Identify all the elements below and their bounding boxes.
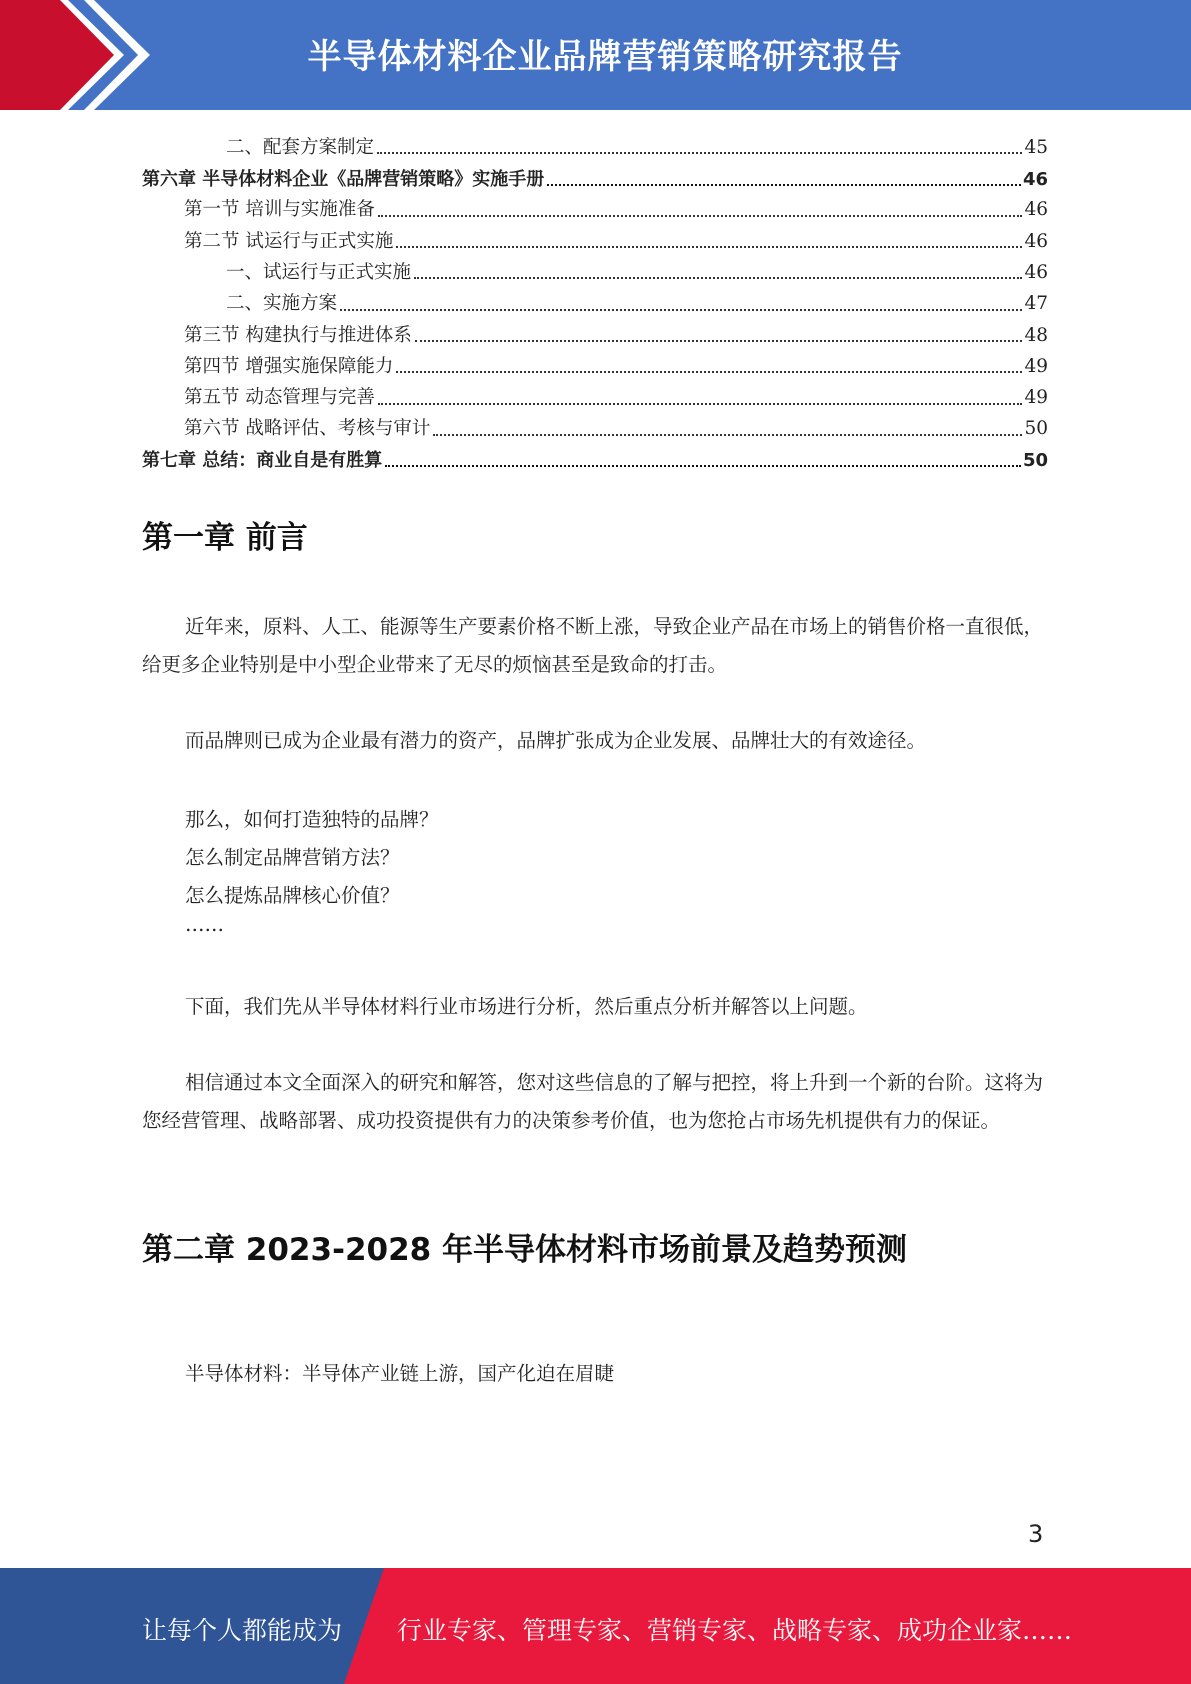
toc-entry-page: 48 — [1024, 324, 1048, 346]
toc-entry[interactable] — [142, 251, 1048, 282]
toc-leader-dots — [385, 464, 1021, 467]
toc-leader-dots — [547, 183, 1021, 186]
toc-entry-page: 46 — [1022, 168, 1048, 190]
toc-entry-title: 第一节 培训与实施准备 — [184, 199, 375, 221]
toc-entry[interactable] — [142, 439, 1048, 470]
chapter-1-paragraph-1: 近年来，原料、人工、能源等生产要素价格不断上涨，导致企业产品在市场上的销售价格一直很低，给更多企业特别是中小型企业带来了无尽的烦恼甚至是致命的打击。 — [142, 615, 1044, 676]
question-2: 怎么制定品牌营销方法？ — [185, 846, 400, 869]
chapter-1-heading: 第一章 前言 — [142, 520, 308, 556]
toc-entry-title: 一、试运行与正式实施 — [226, 261, 412, 283]
toc-entry-title: 二、实施方案 — [226, 293, 338, 315]
toc-entry[interactable] — [142, 157, 1048, 188]
question-3: 怎么提炼品牌核心价值？ — [185, 884, 400, 907]
chapter-1-paragraph-3: 下面，我们先从半导体材料行业市场进行分析，然后重点分析并解答以上问题。 — [185, 995, 868, 1018]
toc-entry[interactable] — [142, 282, 1048, 313]
toc-entry-title: 二、配套方案制定 — [226, 136, 375, 158]
table-of-contents — [142, 126, 1048, 470]
toc-leader-dots — [378, 402, 1023, 405]
toc-entry-title: 第六章 半导体材料企业《品牌营销策略》实施手册 — [142, 168, 545, 190]
chapter-1-paragraph-4: 相信通过本文全面深入的研究和解答，您对这些信息的了解与把控，将上升到一个新的台阶。这将为您经营管理、战略部署、成功投资提供有力的决策参考价值，也为您抢占市场先机提供有力的保证。 — [142, 1071, 1044, 1132]
toc-leader-dots — [378, 214, 1023, 217]
toc-entry-page: 49 — [1024, 387, 1048, 409]
toc-entry[interactable] — [142, 376, 1048, 407]
ellipsis: …… — [185, 913, 224, 936]
toc-leader-dots — [433, 433, 1022, 436]
toc-entry[interactable] — [142, 126, 1048, 157]
toc-entry-title: 第七章 总结：商业自是有胜算 — [142, 450, 383, 472]
report-title: 半导体材料企业品牌营销策略研究报告 — [307, 36, 903, 77]
footer-slogan-right: 行业专家、管理专家、营销专家、战略专家、成功企业家…… — [397, 1616, 1073, 1645]
toc-entry-page: 45 — [1024, 136, 1048, 158]
toc-leader-dots — [415, 339, 1023, 342]
toc-entry-title: 第四节 增强实施保障能力 — [184, 355, 394, 377]
toc-entry-page: 46 — [1024, 261, 1048, 283]
toc-entry[interactable] — [142, 345, 1048, 376]
toc-leader-dots — [377, 151, 1022, 154]
toc-entry[interactable] — [142, 314, 1048, 345]
header-bar — [0, 0, 1191, 110]
chapter-1-paragraph-2: 而品牌则已成为企业最有潜力的资产，品牌扩张成为企业发展、品牌壮大的有效途径。 — [185, 729, 927, 752]
toc-entry-page: 50 — [1022, 450, 1048, 472]
toc-entry-page: 47 — [1024, 293, 1048, 315]
toc-entry-title: 第五节 动态管理与完善 — [184, 387, 375, 409]
toc-entry-title: 第三节 构建执行与推进体系 — [184, 324, 412, 346]
question-1: 那么，如何打造独特的品牌？ — [185, 808, 439, 831]
toc-entry[interactable] — [142, 408, 1048, 439]
toc-entry-page: 49 — [1024, 355, 1048, 377]
page-number: 3 — [1028, 1520, 1044, 1548]
toc-entry-title: 第六节 战略评估、考核与审计 — [184, 418, 431, 440]
toc-leader-dots — [414, 276, 1022, 279]
toc-entry-title: 第二节 试运行与正式实施 — [184, 230, 394, 252]
footer-slogan-left: 让每个人都能成为 — [142, 1616, 343, 1645]
toc-entry-page: 46 — [1024, 230, 1048, 252]
toc-entry[interactable] — [142, 220, 1048, 251]
toc-entry[interactable] — [142, 189, 1048, 220]
toc-leader-dots — [396, 370, 1022, 373]
chapter-2-heading: 第二章 2023-2028 年半导体材料市场前景及趋势预测 — [142, 1232, 908, 1268]
toc-leader-dots — [340, 308, 1022, 311]
chapter-2-paragraph-1: 半导体材料：半导体产业链上游，国产化迫在眉睫 — [185, 1362, 615, 1385]
toc-leader-dots — [396, 245, 1022, 248]
toc-entry-page: 46 — [1024, 199, 1048, 221]
toc-entry-page: 50 — [1024, 418, 1048, 440]
